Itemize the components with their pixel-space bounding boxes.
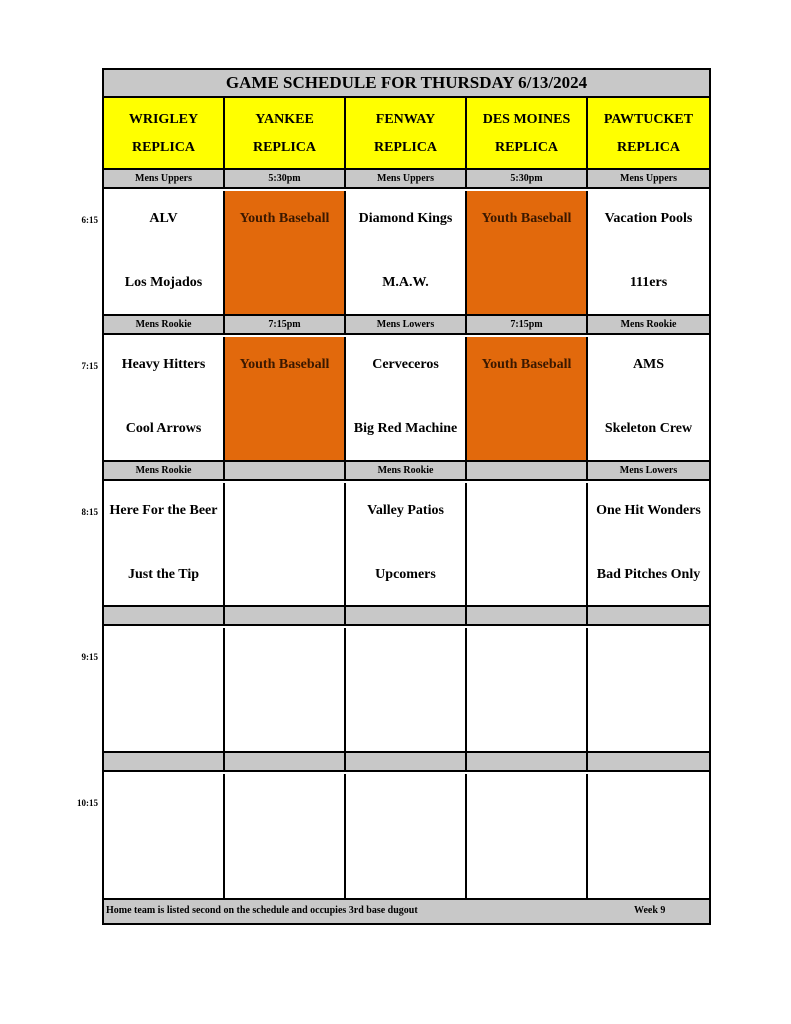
division-label: Mens Rookie xyxy=(346,462,467,479)
game-cell xyxy=(346,337,467,462)
home-team: Big Red Machine xyxy=(353,421,458,436)
division-label xyxy=(346,753,467,770)
division-label: Mens Rookie xyxy=(104,462,225,479)
away-team: Vacation Pools xyxy=(604,211,693,226)
game-cell xyxy=(104,628,225,753)
home-team: Upcomers xyxy=(375,567,436,582)
game-cell xyxy=(225,628,346,753)
division-label: Mens Uppers xyxy=(104,170,225,187)
game-row xyxy=(104,628,709,753)
division-label xyxy=(104,607,225,624)
home-team: Just the Tip xyxy=(127,567,200,582)
field-name: PAWTUCKET xyxy=(603,112,694,127)
time-slot-label: 7:15 xyxy=(81,361,98,371)
game-cell xyxy=(346,191,467,316)
away-team: One Hit Wonders xyxy=(596,503,701,518)
game-row xyxy=(104,191,709,316)
division-label: Mens Rookie xyxy=(104,316,225,333)
division-label: Mens Lowers xyxy=(588,462,709,479)
schedule-sheet xyxy=(102,68,711,925)
game-cell xyxy=(588,337,709,462)
week-label: Week 9 xyxy=(634,905,666,916)
field-subtitle: REPLICA xyxy=(373,140,437,155)
youth-baseball-cell xyxy=(467,337,588,462)
game-cell xyxy=(104,191,225,316)
field-header-row xyxy=(104,98,709,170)
field-header-fenway xyxy=(346,98,467,170)
division-label xyxy=(104,753,225,770)
field-subtitle: REPLICA xyxy=(252,140,316,155)
division-label xyxy=(225,462,346,479)
game-cell xyxy=(467,628,588,753)
home-team-note: Home team is listed second on the schedule and occupies 3rd base dugout xyxy=(106,905,418,916)
division-band xyxy=(104,314,709,335)
schedule-title: GAME SCHEDULE FOR THURSDAY 6/13/2024 xyxy=(104,70,709,98)
field-subtitle: REPLICA xyxy=(494,140,558,155)
division-label xyxy=(467,607,588,624)
game-row xyxy=(104,774,709,899)
game-cell xyxy=(104,774,225,899)
game-cell xyxy=(588,483,709,608)
division-label xyxy=(588,607,709,624)
youth-baseball-cell xyxy=(225,337,346,462)
home-team: Skeleton Crew xyxy=(604,421,693,436)
youth-baseball-cell xyxy=(467,191,588,316)
field-header-des-moines xyxy=(467,98,588,170)
time-slot-label: 8:15 xyxy=(81,507,98,517)
schedule-footer xyxy=(104,898,709,923)
home-team: M.A.W. xyxy=(382,275,429,290)
away-team: Youth Baseball xyxy=(481,357,572,372)
game-row xyxy=(104,337,709,462)
game-cell xyxy=(588,628,709,753)
game-cell xyxy=(225,774,346,899)
home-team: Los Mojados xyxy=(124,275,203,290)
field-header-wrigley xyxy=(104,98,225,170)
division-band xyxy=(104,751,709,772)
division-label: Mens Lowers xyxy=(346,316,467,333)
away-team: Cerveceros xyxy=(372,357,439,372)
division-label xyxy=(346,607,467,624)
time-slot-label: 10:15 xyxy=(77,798,98,808)
game-cell xyxy=(588,191,709,316)
division-label: Mens Uppers xyxy=(588,170,709,187)
time-slot-label: 9:15 xyxy=(81,652,98,662)
away-team: Youth Baseball xyxy=(481,211,572,226)
division-label: 5:30pm xyxy=(225,170,346,187)
division-label xyxy=(467,753,588,770)
game-cell xyxy=(467,774,588,899)
division-band xyxy=(104,605,709,626)
game-cell xyxy=(346,774,467,899)
game-cell xyxy=(467,483,588,608)
game-cell xyxy=(225,483,346,608)
away-team: Here For the Beer xyxy=(109,503,218,518)
division-label xyxy=(225,607,346,624)
division-label: Mens Rookie xyxy=(588,316,709,333)
division-label xyxy=(467,462,588,479)
away-team: ALV xyxy=(149,211,178,226)
field-header-pawtucket xyxy=(588,98,709,170)
field-header-yankee xyxy=(225,98,346,170)
home-team: Cool Arrows xyxy=(125,421,202,436)
division-label xyxy=(225,753,346,770)
game-cell xyxy=(104,483,225,608)
home-team: Bad Pitches Only xyxy=(596,567,701,582)
field-subtitle: REPLICA xyxy=(616,140,680,155)
division-label xyxy=(588,753,709,770)
game-row xyxy=(104,483,709,608)
away-team: Youth Baseball xyxy=(239,357,330,372)
time-slot-label: 6:15 xyxy=(81,215,98,225)
game-cell xyxy=(104,337,225,462)
game-cell xyxy=(346,628,467,753)
away-team: Diamond Kings xyxy=(358,211,453,226)
division-label: Mens Uppers xyxy=(346,170,467,187)
game-cell xyxy=(588,774,709,899)
away-team: Youth Baseball xyxy=(239,211,330,226)
youth-baseball-cell xyxy=(225,191,346,316)
away-team: AMS xyxy=(632,357,665,372)
game-cell xyxy=(346,483,467,608)
division-band xyxy=(104,168,709,189)
division-label: 5:30pm xyxy=(467,170,588,187)
away-team: Heavy Hitters xyxy=(121,357,206,372)
division-band xyxy=(104,460,709,481)
field-name: WRIGLEY xyxy=(128,112,199,127)
division-label: 7:15pm xyxy=(467,316,588,333)
field-name: DES MOINES xyxy=(482,112,571,127)
division-label: 7:15pm xyxy=(225,316,346,333)
away-team: Valley Patios xyxy=(367,503,444,518)
field-name: YANKEE xyxy=(255,112,314,127)
home-team: 111ers xyxy=(629,275,668,290)
field-subtitle: REPLICA xyxy=(131,140,195,155)
field-name: FENWAY xyxy=(375,112,436,127)
